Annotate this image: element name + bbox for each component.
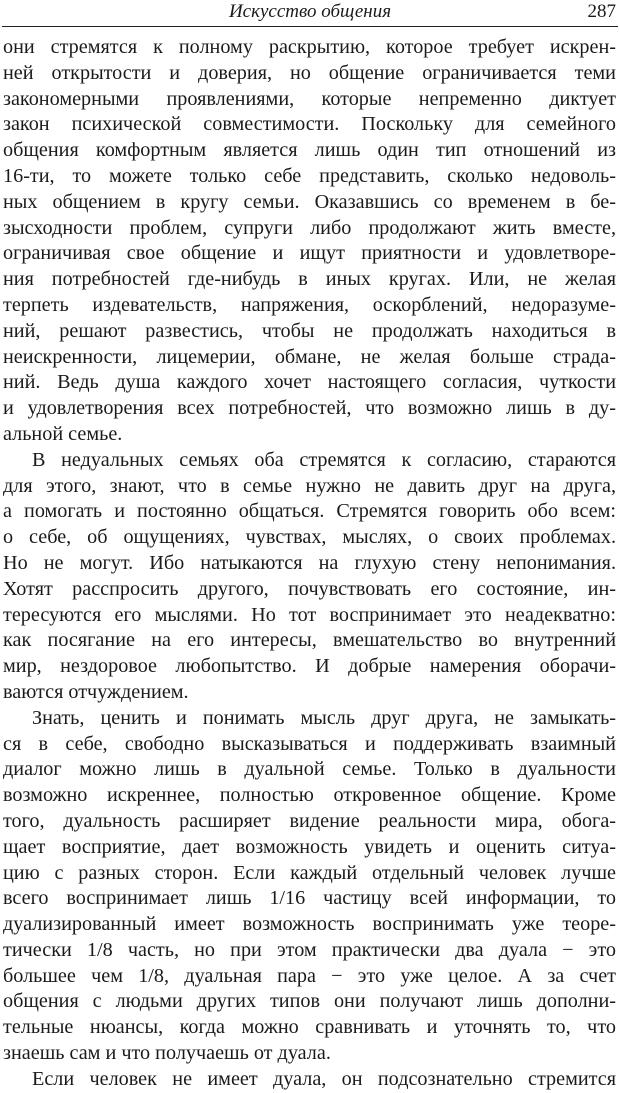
text-line: они стремятся к полному раскрытию, которое требует искрен- [3,36,616,58]
text-line: Хотят расспросить другого, почувствовать его состояние, ин- [3,577,616,600]
text-line: дуализированный имеет возможность воспринимать уже теоре- [3,913,616,936]
paragraph [3,1067,616,1093]
text-line: ний, решают развестись, чтобы не продолжать находиться в [3,319,616,342]
text-line: тически 1/8 часть, но при этом практически два дуала − это [3,938,616,961]
text-line: тельные нюансы, когда можно сравнивать и уточнять то, что [3,1016,616,1039]
text-line: ных общением в кругу семьи. Оказавшись со временем в бе- [3,190,616,213]
text-line: ся в себе, свободно высказываться и поддерживать взаимный [3,732,616,755]
text-line: диалог можно лишь в дуальной семье. Только в дуальности [3,758,616,781]
text-line: закон психической совместимости. Поскольку для семейного [3,113,616,136]
text-line: как посягание на его интересы, вмешательство во внутренний [3,629,616,652]
running-head [0,0,620,26]
paragraph [3,448,616,706]
text-line: знаешь сам и что получаешь от дуала. [3,1042,331,1065]
text-line: цию с разных сторон. Если каждый отдельный человек лучше [3,861,616,884]
text-line: Но не могут. Ибо натыкаются на глухую стену непонимания. [3,551,616,574]
text-line: общения комфортным является лишь один тип отношений из [3,139,616,162]
running-title: Искусство общения [228,1,392,22]
header-rule [2,26,618,27]
text-line: ний. Ведь душа каждого хочет настоящего согласия, чуткости [3,371,616,394]
text-line: общения с людьми других типов они получают лишь дополни- [3,990,616,1013]
paragraph [3,706,616,1067]
text-line: щает восприятие, дает возможность увидеть и оценить ситуа- [3,835,616,858]
text-line: возможно искреннее, полностью откровенное общение. Кроме [3,784,616,807]
text-line: Знать, ценить и понимать мысль друг друга, не замыкать- [32,706,616,729]
body-text [3,35,616,1093]
text-line: большее чем 1/8, дуальная пара − это уже целое. А за счет [3,964,616,987]
text-line: закономерными проявлениями, которые непременно диктует [3,87,616,110]
page-number: 287 [587,1,616,22]
text-line: для этого, знают, что в семье нужно не давить друг на друга, [3,474,616,497]
text-line: ограничивая свое общение и ищут приятности и удовлетворе- [3,242,616,265]
text-line: того, дуальность расширяет видение реальности мира, обога- [3,809,616,832]
text-line: ней открытости и доверия, но общение ограничивается теми [3,61,616,84]
text-line: ния потребностей где-нибудь в иных кругах. Или, не желая [3,268,616,291]
text-line: неискренности, лицемерии, обмане, не желая больше страда- [3,345,616,368]
text-line: и удовлетворения всех потребностей, что возможно лишь в ду- [3,397,616,420]
text-line: всего воспринимает лишь 1/16 частицу всей информации, то [3,887,616,910]
text-line: Если человек не имеет дуала, он подсознательно стремится [32,1067,616,1090]
text-line: терпеть издевательств, напряжения, оскорблений, недоразуме- [3,293,616,316]
text-line: о себе, об ощущениях, чувствах, мыслях, о своих проблемах. [3,526,616,549]
paragraph [3,35,616,448]
text-line: тересуются его мыслями. Но тот воспринимает это неадекватно: [3,603,616,626]
text-line: В недуальных семьях оба стремятся к согласию, стараются [32,448,616,471]
text-line: зысходности проблем, супруги либо продолжают жить вместе, [3,216,616,239]
text-line: альной семье. [3,422,123,445]
text-line: а помогать и постоянно общаться. Стремятся говорить обо всем: [3,500,616,523]
text-line: 16-ти, то можете только себе представить, сколько недоволь- [3,164,616,187]
text-line: ваются отчуждением. [3,680,189,703]
text-line: мир, нездоровое любопытство. И добрые намерения оборачи- [3,655,616,678]
